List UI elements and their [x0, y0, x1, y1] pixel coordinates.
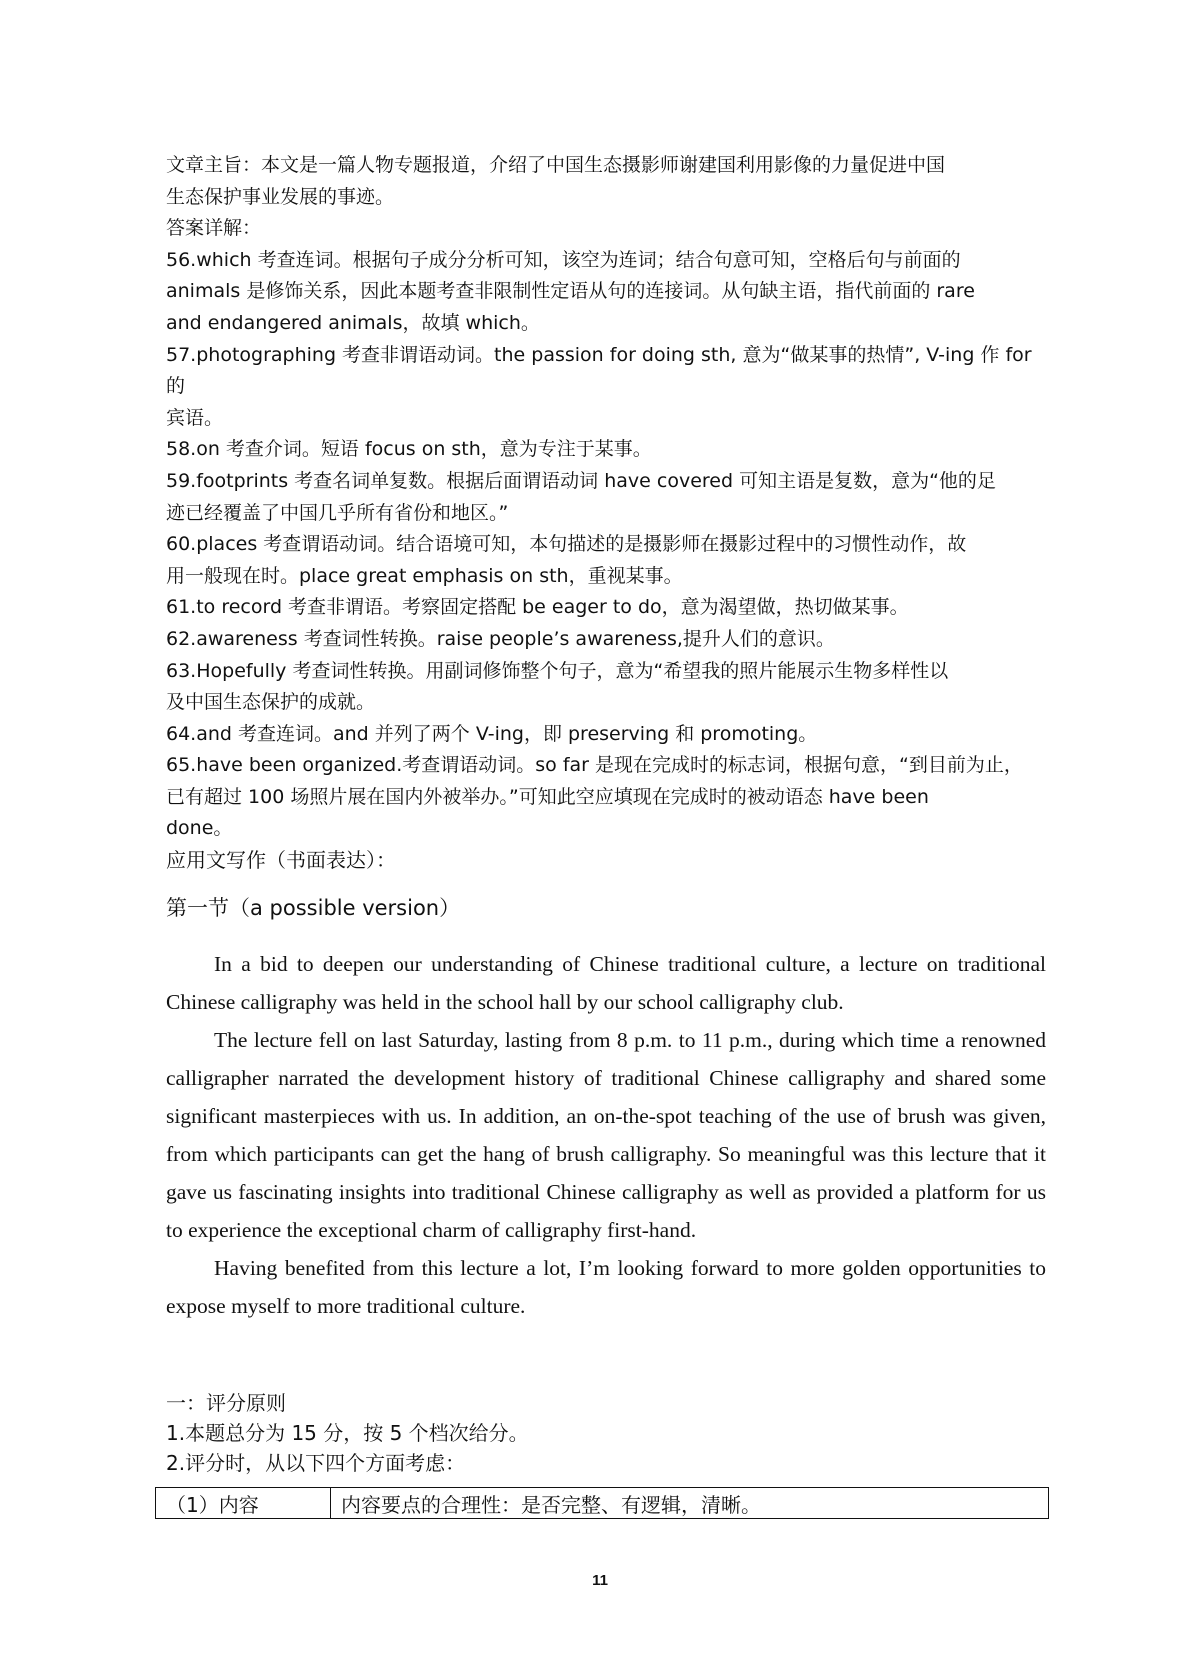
- criteria-table: [155, 1487, 1049, 1519]
- answer-line: 59.footprints 考查名词单复数。根据后面谓语动词 have covered 可知主语是复数，意为“他的足: [166, 469, 996, 492]
- answer-line: 已有超过 100 场照片展在国内外被举办。”可知此空应填现在完成时的被动语态 have been: [166, 785, 929, 808]
- answer-line: animals 是修饰关系，因此本题考查非限制性定语从句的连接词。从句缺主语，指代前面的 rare: [166, 280, 975, 303]
- answer-line: 及中国生态保护的成就。: [166, 691, 376, 714]
- criteria-description-cell: 内容要点的合理性：是否完整、有逻辑，清晰。: [331, 1488, 1049, 1519]
- model-essay: [166, 945, 1046, 1325]
- answer-line: 62.awareness 考查词性转换。raise people’s awareness,提升人们的意识。: [166, 627, 835, 650]
- essay-paragraph: Having benefited from this lecture a lot, I’m looking forward to more golden opportunities to expose myself to more traditional culture.: [166, 1256, 1046, 1318]
- summary-line-1: 文章主旨：本文是一篇人物专题报道，介绍了中国生态摄影师谢建国利用影像的力量促进中国: [166, 154, 946, 176]
- scoring-principles: [166, 1388, 1046, 1478]
- criteria-aspect-cell: （1）内容: [156, 1488, 331, 1519]
- writing-section-heading: 应用文写作（书面表达）：: [166, 848, 396, 872]
- essay-paragraph: The lecture fell on last Saturday, lasting from 8 p.m. to 11 p.m., during which time a renowned calligrapher narrated the development history of traditional Chinese calligraphy and shared some significant masterpieces with us. In addition, an on-the-spot teaching of the use of brush was given, from which participants can get the hang of brush calligraphy. So meaningful was this lecture that it gave us fascinating insights into traditional Chinese calligraphy as well as provided a platform for us to experience the exceptional charm of calligraphy first-hand.: [166, 1028, 1046, 1242]
- scoring-heading: 一：评分原则: [166, 1391, 286, 1415]
- answer-line: 宾语。: [166, 406, 224, 429]
- table-row: [156, 1488, 1049, 1519]
- answer-line: 63.Hopefully 考查词性转换。用副词修饰整个句子，意为“希望我的照片能展示生物多样性以: [166, 659, 949, 682]
- answer-line: 迹已经覆盖了中国几乎所有省份和地区。”: [166, 501, 509, 524]
- essay-paragraph: In a bid to deepen our understanding of Chinese traditional culture, a lecture on traditional Chinese calligraphy was held in the school hall by our school calligraphy club.: [166, 952, 1046, 1014]
- scoring-rule-2: 2.评分时，从以下四个方面考虑：: [166, 1451, 466, 1475]
- answer-line: 64.and 考查连词。and 并列了两个 V-ing，即 preserving 和 promoting。: [166, 722, 818, 745]
- answers-heading: 答案详解：: [166, 217, 262, 240]
- answer-line: 57.photographing 考查非谓语动词。the passion for doing sth, 意为“做某事的热情”, V-ing 作 for 的: [166, 343, 1032, 398]
- answer-line: 60.places 考查谓语动词。结合语境可知，本句描述的是摄影师在摄影过程中的习惯性动作，故: [166, 533, 967, 556]
- answer-line: 65.have been organized.考查谓语动词。so far 是现在完成时的标志词，根据句意，“到目前为止，: [166, 754, 1023, 777]
- answer-analysis-section: [166, 150, 1046, 845]
- version-label: 第一节（a possible version）: [166, 896, 461, 920]
- answer-line: 用一般现在时。place great emphasis on sth，重视某事。: [166, 564, 683, 587]
- answer-line: and endangered animals，故填 which。: [166, 311, 540, 334]
- page-number: 11: [592, 1572, 608, 1589]
- scoring-rule-1: 1.本题总分为 15 分，按 5 个档次给分。: [166, 1421, 529, 1445]
- answer-line: 56.which 考查连词。根据句子成分分析可知，该空为连词；结合句意可知，空格后句与前面的: [166, 248, 961, 271]
- summary-line-2: 生态保护事业发展的事迹。: [166, 185, 395, 208]
- answer-line: done。: [166, 817, 233, 840]
- answer-line: 61.to record 考查非谓语。考察固定搭配 be eager to do，意为渴望做，热切做某事。: [166, 596, 909, 619]
- answer-line: 58.on 考查介词。短语 focus on sth，意为专注于某事。: [166, 438, 652, 461]
